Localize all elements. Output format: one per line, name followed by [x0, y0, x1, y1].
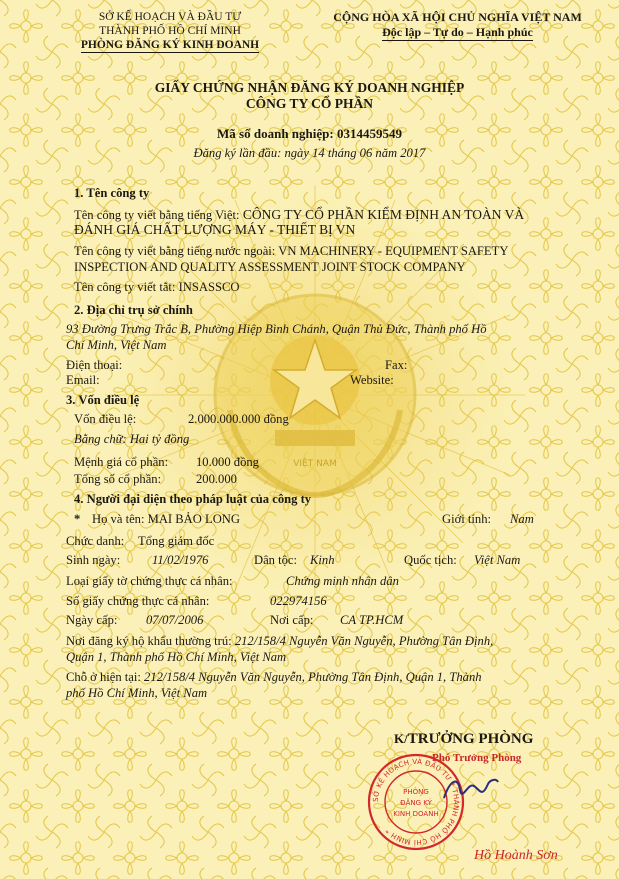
- certificate-title: GIẤY CHỨNG NHẬN ĐĂNG KÝ DOANH NGHIỆP: [154, 80, 465, 95]
- section-1-heading: 1. Tên công ty: [74, 186, 150, 200]
- foreign-name-part-1: VN MACHINERY - EQUIPMENT SAFETY: [278, 244, 509, 258]
- short-name-line: [74, 280, 239, 295]
- current-address-line-1: [66, 670, 482, 685]
- signing-prefix: K/: [394, 731, 408, 746]
- capital-value: 2.000.000.000 đồng: [188, 412, 289, 426]
- ethnic-label: Dân tộc:: [254, 553, 298, 567]
- section-4-heading: 4. Người đại diện theo pháp luật của công ty: [74, 492, 312, 506]
- foreign-name-part-2: INSPECTION AND QUALITY ASSESSMENT JOINT STOCK COMPANY: [74, 260, 466, 274]
- id-number-label: Số giấy chứng thực cá nhân:: [66, 594, 210, 608]
- id-type-label: Loại giấy tờ chứng thực cá nhân:: [66, 574, 233, 588]
- svg-text:KINH DOANH: KINH DOANH: [393, 810, 439, 818]
- national-header: [305, 10, 610, 41]
- authority-office: PHÒNG ĐĂNG KÝ KINH DOANH: [80, 39, 260, 51]
- signing-title: [394, 730, 533, 748]
- issuing-authority: [50, 10, 290, 53]
- vn-name-part-2: ĐÁNH GIÁ CHẤT LƯỢNG MÁY - THIẾT BỊ VN: [74, 222, 356, 237]
- section-2-heading: 2. Địa chỉ trụ sở chính: [74, 303, 193, 317]
- par-value-label: Mệnh giá cổ phần:: [74, 455, 169, 469]
- short-name-label: Tên công ty viết tắt:: [74, 280, 176, 294]
- authority-line-2: THÀNH PHỐ HỒ CHÍ MINH: [99, 25, 241, 37]
- rep-name-line: [92, 512, 240, 527]
- residence-part-2: Quận 1, Thành phố Hồ Chí Minh, Việt Nam: [66, 650, 287, 664]
- rep-name-value: MAI BẢO LONG: [147, 512, 240, 526]
- authority-line-3: [50, 38, 290, 53]
- current-address-label: Chỗ ở hiện tại:: [66, 670, 141, 684]
- position-label: Chức danh:: [66, 534, 125, 548]
- company-type: CÔNG TY CỔ PHẦN: [245, 96, 374, 111]
- national-motto: [305, 25, 610, 41]
- republic-name: CỘNG HÒA XÃ HỘI CHỦ NGHĨA VIỆT NAM: [333, 10, 582, 24]
- issue-date-value: 07/07/2006: [146, 613, 204, 627]
- deputy-title: Phó Trưởng Phòng: [432, 752, 522, 764]
- rep-name-label: Họ và tên:: [92, 512, 145, 526]
- svg-text:SỞ KẾ HOẠCH VÀ ĐẦU TƯ * THÀNH: SỞ KẾ HOẠCH VÀ ĐẦU TƯ * THÀNH PHỐ HỒ CHÍ MINH *: [371, 757, 461, 847]
- signature-stroke: [440, 772, 500, 806]
- vn-name-part-1: CÔNG TY CỔ PHẦN KIỂM ĐỊNH AN TOÀN VÀ: [242, 207, 525, 222]
- issue-place-label: Nơi cấp:: [270, 613, 314, 627]
- svg-text:ĐĂNG KÝ: ĐĂNG KÝ: [400, 799, 432, 807]
- fax-label: Fax:: [385, 358, 408, 372]
- residence-part-1: 212/158/4 Nguyễn Văn Nguyễn, Phường Tân Định,: [234, 634, 494, 648]
- dob-label: Sinh ngày:: [66, 553, 121, 567]
- position-value: Tổng giám đốc: [138, 534, 215, 548]
- id-number-value: 022974156: [270, 594, 327, 608]
- authority-line-1: SỞ KẾ HOẠCH VÀ ĐẦU TƯ: [98, 11, 242, 23]
- first-registration-date: Đăng ký lần đầu: ngày 14 tháng 06 năm 2017: [193, 146, 426, 160]
- foreign-name-label: Tên công ty viết bằng tiếng nước ngoài:: [74, 244, 276, 258]
- section-3-heading: 3. Vốn điều lệ: [66, 393, 140, 407]
- vn-name-line-1: [74, 207, 524, 223]
- residence-label: Nơi đăng ký hộ khẩu thường trú:: [66, 634, 232, 648]
- svg-text:PHÒNG: PHÒNG: [403, 788, 429, 796]
- nationality-value: Việt Nam: [474, 553, 521, 567]
- ethnic-value: Kinh: [310, 553, 335, 567]
- issue-place-value: CA TP.HCM: [340, 613, 404, 627]
- address-line-2: Chí Minh, Việt Nam: [66, 338, 167, 352]
- foreign-name-line-1: [74, 244, 508, 259]
- id-type-value: Chứng minh nhân dân: [286, 574, 399, 588]
- vn-name-label: Tên công ty viết bằng tiếng Việt:: [74, 208, 240, 222]
- residence-line-1: [66, 634, 493, 649]
- issue-date-label: Ngày cấp:: [66, 613, 118, 627]
- par-value: 10.000 đồng: [196, 455, 259, 469]
- capital-in-words: Bằng chữ: Hai tỷ đồng: [74, 432, 190, 446]
- total-shares-label: Tổng số cổ phần:: [74, 472, 162, 486]
- current-address-part-1: 212/158/4 Nguyễn Văn Nguyễn, Phường Tân Định, Quận 1, Thành: [144, 670, 482, 684]
- gender-value: Nam: [510, 512, 534, 526]
- phone-label: Điện thoại:: [66, 358, 123, 372]
- signer-name: Hồ Hoành Sơn: [474, 848, 558, 863]
- short-name-value: INSASSCO: [178, 280, 240, 294]
- email-label: Email:: [66, 373, 100, 387]
- total-shares-value: 200.000: [196, 472, 237, 486]
- dob-value: 11/02/1976: [152, 553, 209, 567]
- capital-label: Vốn điều lệ:: [74, 412, 137, 426]
- website-label: Website:: [350, 373, 394, 387]
- enterprise-code-value: 0314459549: [336, 126, 402, 141]
- address-line-1: 93 Đường Trưng Trắc B, Phường Hiệp Bình Chánh, Quận Thủ Đức, Thành phố Hồ: [66, 322, 487, 336]
- enterprise-code-label: Mã số doanh nghiệp:: [217, 126, 334, 141]
- representative-marker: *: [74, 512, 81, 526]
- svg-text:VIỆT NAM: VIỆT NAM: [293, 459, 337, 469]
- nationality-label: Quốc tịch:: [404, 553, 457, 567]
- head-of-office: TRƯỞNG PHÒNG: [407, 731, 534, 747]
- motto-text: Độc lập – Tự do – Hạnh phúc: [382, 25, 533, 39]
- gender-label: Giới tính:: [442, 512, 491, 526]
- enterprise-code: [0, 126, 619, 141]
- current-address-part-2: phố Hồ Chí Minh, Việt Nam: [66, 686, 208, 700]
